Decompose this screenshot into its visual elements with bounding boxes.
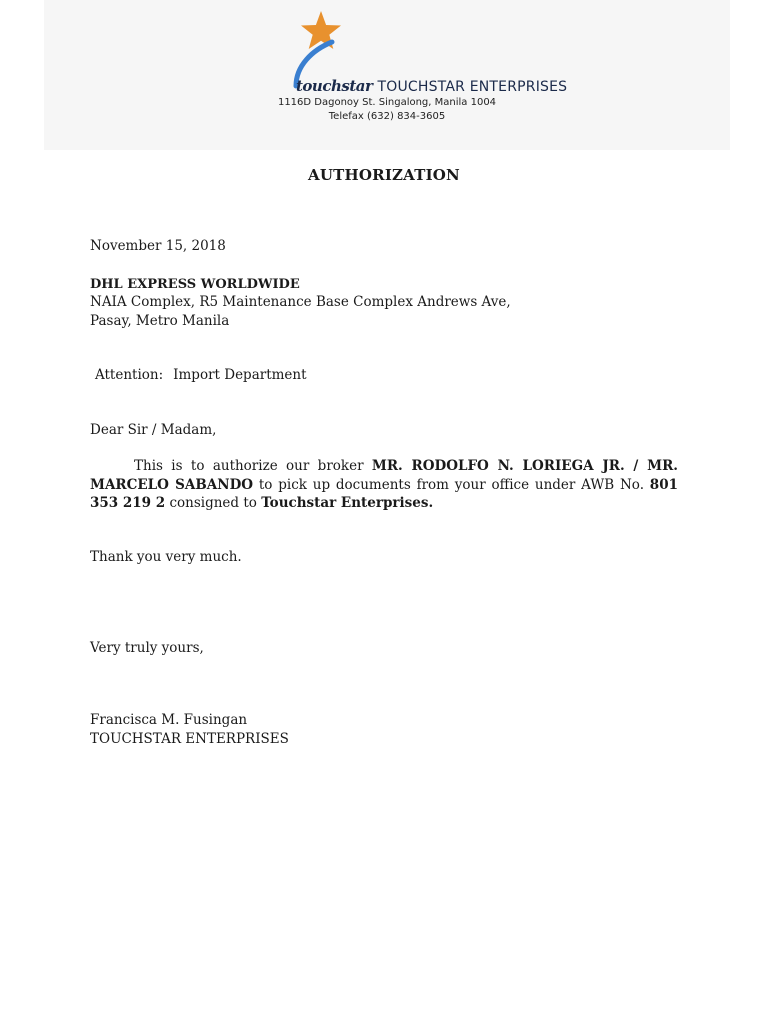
brand-script-logo: touchstar [296, 77, 373, 95]
letterhead-telefax: Telefax (632) 834-3605 [328, 111, 446, 122]
body-middle: to pick up documents from your office under AWB No. [253, 476, 650, 493]
letterhead [44, 0, 730, 150]
recipient-company: DHL EXPRESS WORLDWIDE [90, 277, 300, 292]
broker-names: MR. RODOLFO N. LORIEGA JR. / MR. MARCELO SABANDO [90, 458, 678, 493]
consignee-name: Touchstar Enterprises. [261, 495, 434, 511]
attention-value: Import Department [173, 367, 307, 383]
letter-date: November 15, 2018 [90, 238, 226, 254]
letterhead-address: 1116D Dagonoy St. Singalong, Manila 1004 [277, 97, 497, 108]
closing-line: Very truly yours, [90, 640, 204, 656]
body-consigned: consigned to [165, 495, 262, 511]
signer-name: Francisca M. Fusingan [90, 712, 248, 728]
thanks-line: Thank you very much. [90, 549, 242, 565]
letter-title: AUTHORIZATION [308, 166, 460, 184]
body-intro: This is to authorize our broker [134, 458, 372, 474]
awb-number: 801 353 219 2 [90, 476, 678, 511]
recipient-address-line2: Pasay, Metro Manila [90, 313, 230, 329]
brand-wordmark [296, 76, 567, 95]
salutation: Dear Sir / Madam, [90, 422, 217, 438]
attention-line [95, 366, 307, 385]
recipient-address-line1: NAIA Complex, R5 Maintenance Base Complex Andrews Ave, [90, 294, 511, 310]
signer-company: TOUCHSTAR ENTERPRISES [90, 731, 289, 747]
brand-name: TOUCHSTAR ENTERPRISES [377, 79, 568, 95]
attention-label: Attention: [95, 367, 164, 383]
body-paragraph [90, 457, 678, 513]
